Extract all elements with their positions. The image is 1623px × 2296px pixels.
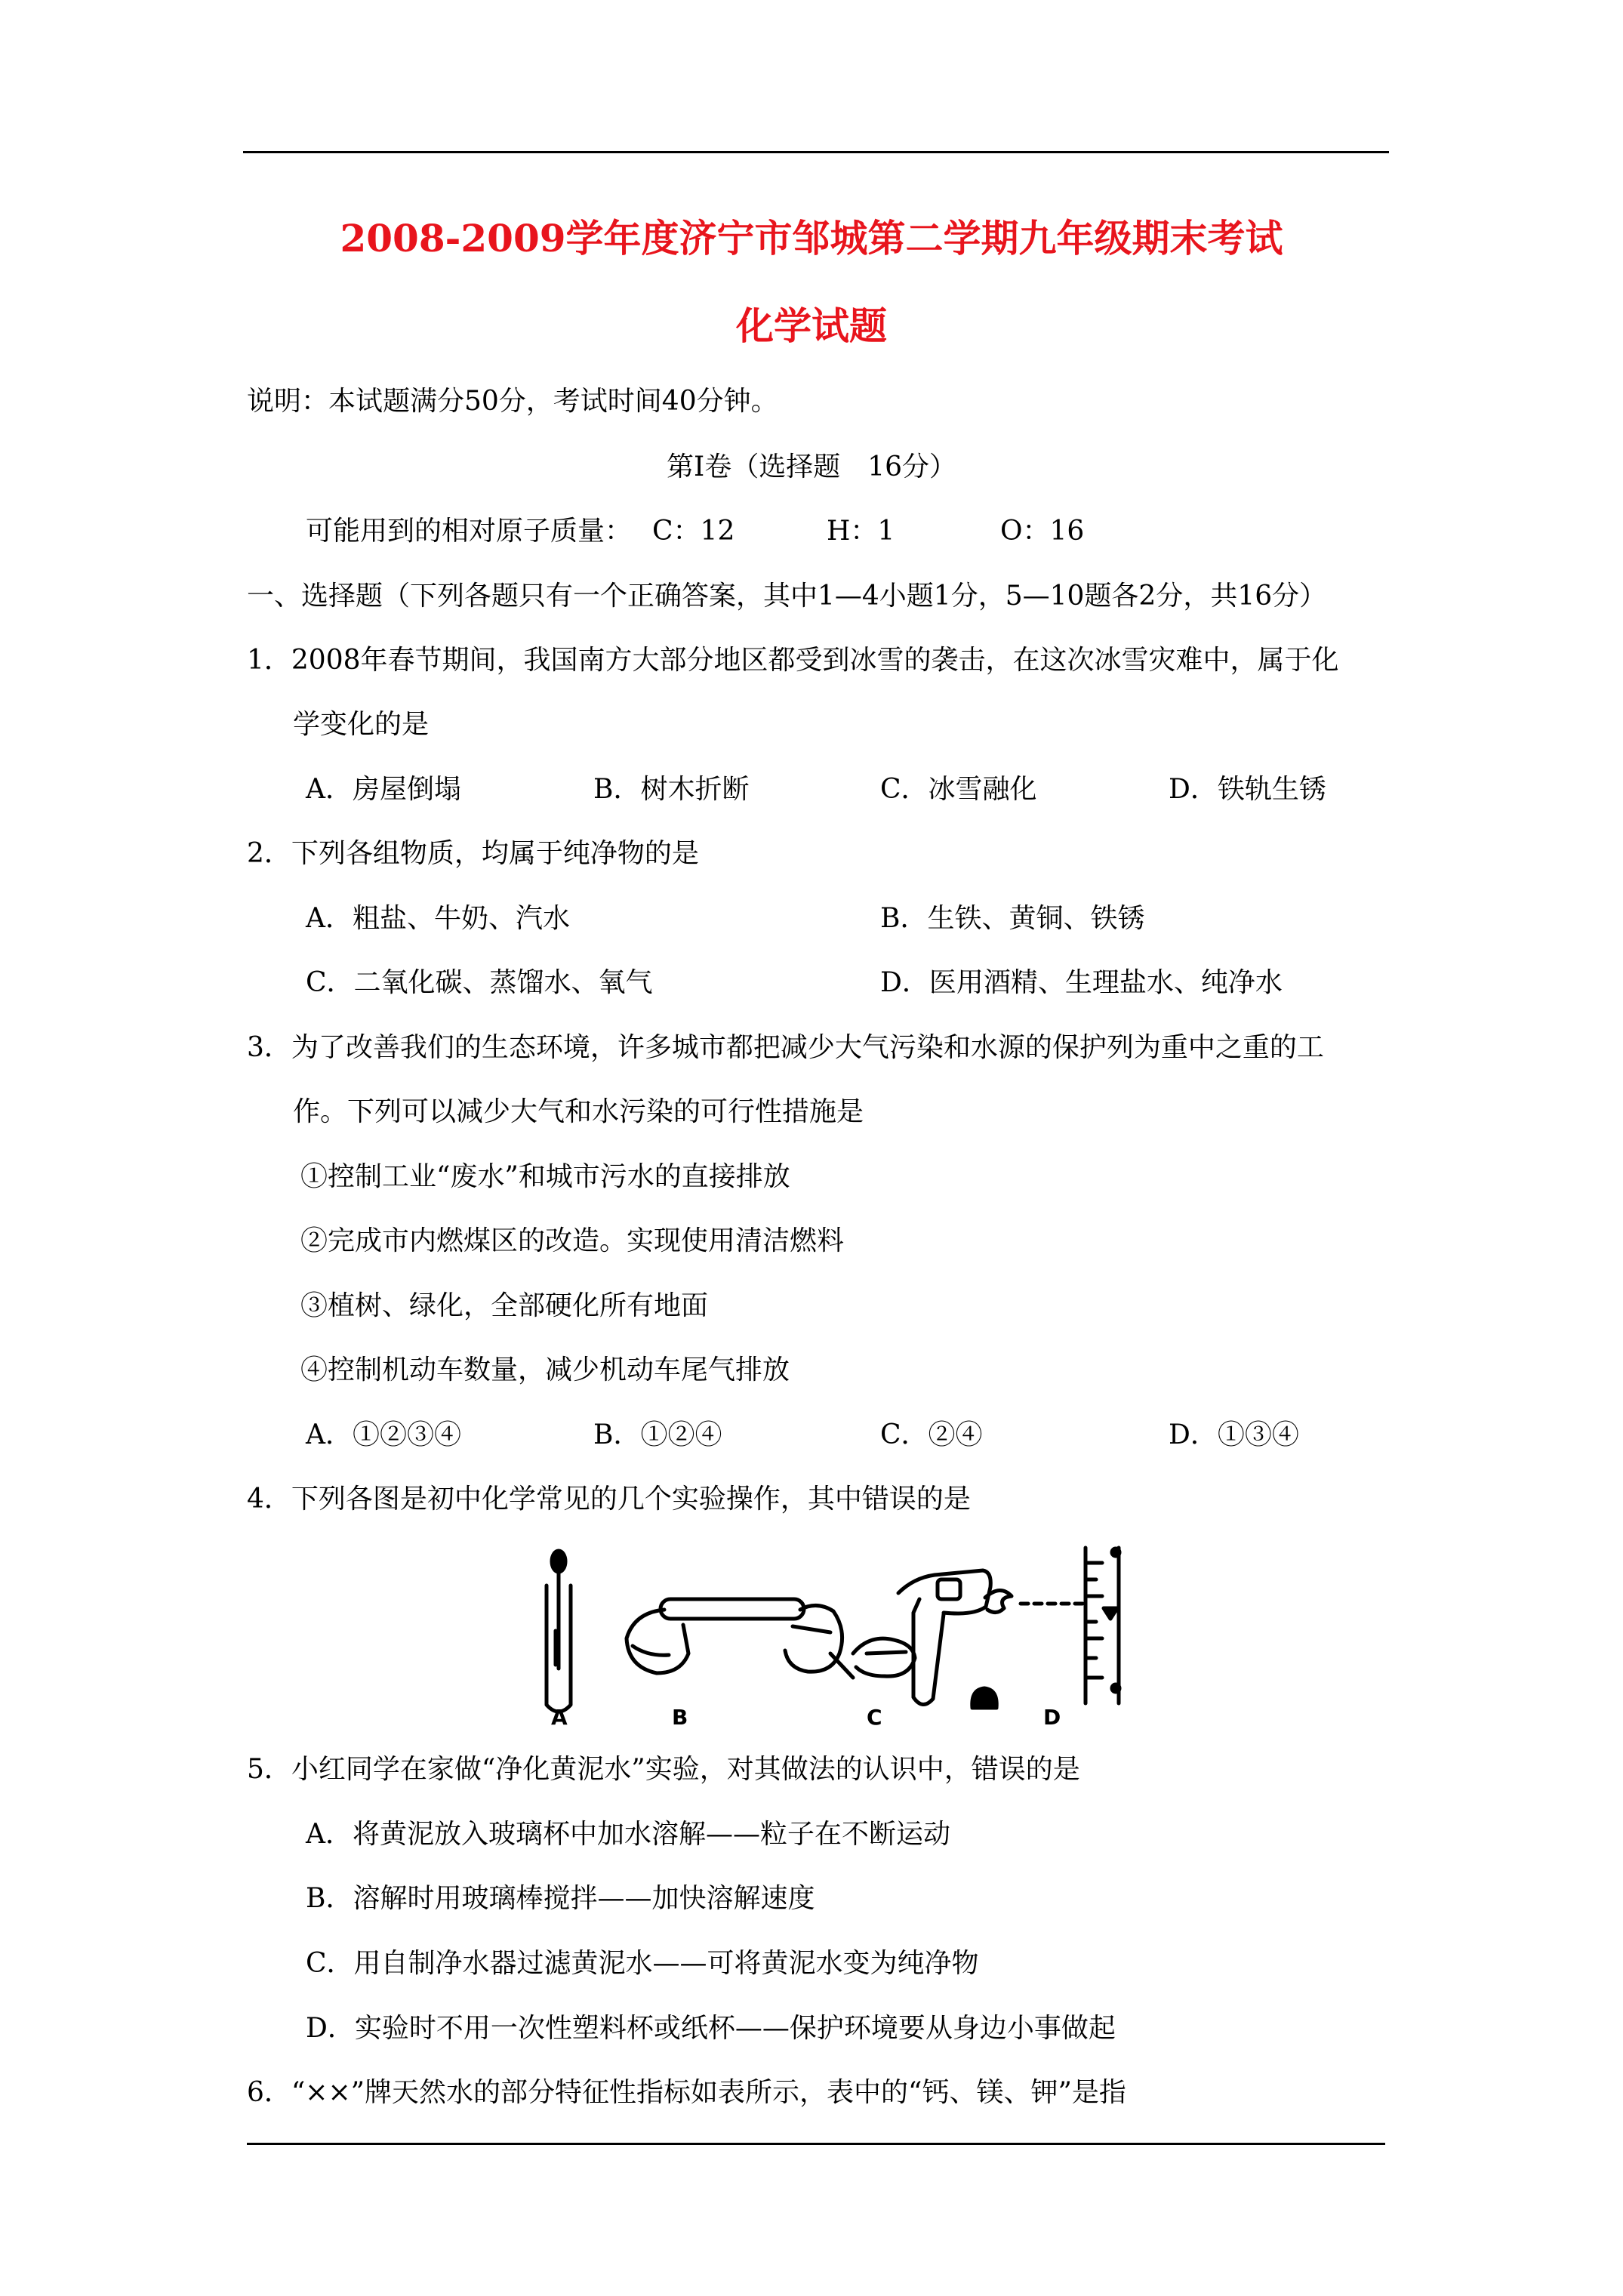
question-2-option-a: A．粗盐、牛奶、汽水 xyxy=(306,903,570,934)
question-3-line-1: 3．为了改善我们的生态环境，许多城市都把减少大气污染和水源的保护列为重中之重的工 xyxy=(247,1032,1324,1063)
question-3-item-2: ②完成市内燃煤区的改造。实现使用清洁燃料 xyxy=(300,1225,845,1256)
lab-operations-illustration xyxy=(521,1540,1140,1729)
question-1-option-d: D．铁轨生锈 xyxy=(1169,774,1326,805)
question-5-line-1: 5．小红同学在家做“净化黄泥水”实验，对其做法的认识中，错误的是 xyxy=(247,1754,1080,1785)
exam-title: 2008-2009学年度济宁市邹城第二学期九年级期末考试 xyxy=(340,216,1283,260)
question-1-line-1: 1．2008年春节期间，我国南方大部分地区都受到冰雪的袭击，在这次冰雪灾难中，属于化 xyxy=(247,645,1339,676)
atomic-mass-h: H：1 xyxy=(827,516,895,547)
figure-c-pouring-liquid xyxy=(853,1570,996,1708)
question-2-option-d: D．医用酒精、生理盐水、纯净水 xyxy=(880,967,1283,998)
figure-label-c: C xyxy=(867,1705,882,1730)
question-2-option-b: B．生铁、黄铜、铁锈 xyxy=(880,903,1145,934)
question-3-line-2: 作。下列可以减少大气和水污染的可行性措施是 xyxy=(293,1096,864,1127)
question-2-option-c: C．二氧化碳、蒸馏水、氧气 xyxy=(306,967,653,998)
exam-subtitle: 化学试题 xyxy=(736,304,887,348)
question-1-option-c: C．冰雪融化 xyxy=(880,774,1037,805)
question-3-option-c: C．②④ xyxy=(880,1419,983,1450)
question-1-option-a: A．房屋倒塌 xyxy=(306,774,461,805)
section-heading: 第Ⅰ卷（选择题 16分） xyxy=(666,451,957,482)
question-2-line-1: 2．下列各组物质，均属于纯净物的是 xyxy=(247,838,699,869)
header-rule xyxy=(243,151,1389,153)
question-3-item-1: ①控制工业“废水”和城市污水的直接排放 xyxy=(300,1161,790,1192)
lab-operations-figure xyxy=(521,1540,1140,1729)
question-5-option-a: A．将黄泥放入玻璃杯中加水溶解——粒子在不断运动 xyxy=(306,1819,950,1850)
footer-rule xyxy=(247,2143,1385,2145)
atomic-masses-label: 可能用到的相对原子质量： xyxy=(306,516,633,547)
figure-label-a: A xyxy=(551,1705,568,1730)
question-1-line-2: 学变化的是 xyxy=(293,709,430,740)
exam-note: 说明：本试题满分50分，考试时间40分钟。 xyxy=(247,386,778,417)
figure-label-b: B xyxy=(672,1705,688,1730)
question-3-option-d: D．①③④ xyxy=(1169,1419,1299,1450)
figure-d-reading-cylinder xyxy=(985,1548,1119,1703)
question-3-item-3: ③植树、绿化，全部硬化所有地面 xyxy=(300,1290,709,1321)
part-heading: 一、选择题（下列各题只有一个正确答案，其中1—4小题1分，5—10题各2分，共16分） xyxy=(247,581,1327,612)
question-6-line-1: 6．“××”牌天然水的部分特征性指标如表所示，表中的“钙、镁、钾”是指 xyxy=(247,2077,1126,2108)
figure-b-tube-with-hands xyxy=(627,1599,853,1678)
question-5-option-d: D．实验时不用一次性塑料杯或纸杯——保护环境要从身边小事做起 xyxy=(306,2013,1116,2044)
question-3-item-4: ④控制机动车数量，减少机动车尾气排放 xyxy=(300,1354,790,1385)
question-4-line-1: 4．下列各图是初中化学常见的几个实验操作，其中错误的是 xyxy=(247,1484,971,1515)
figure-label-d: D xyxy=(1043,1705,1061,1730)
question-5-option-c: C．用自制净水器过滤黄泥水——可将黄泥水变为纯净物 xyxy=(306,1948,979,1979)
atomic-mass-c: C：12 xyxy=(652,516,735,547)
question-3-option-b: B．①②④ xyxy=(593,1419,722,1450)
question-1-option-b: B．树木折断 xyxy=(593,774,750,805)
figure-a-dropper-in-tube xyxy=(547,1551,571,1712)
atomic-mass-o: O：16 xyxy=(1000,516,1085,547)
question-5-option-b: B．溶解时用玻璃棒搅拌——加快溶解速度 xyxy=(306,1883,815,1914)
question-3-option-a: A．①②③④ xyxy=(306,1419,461,1450)
